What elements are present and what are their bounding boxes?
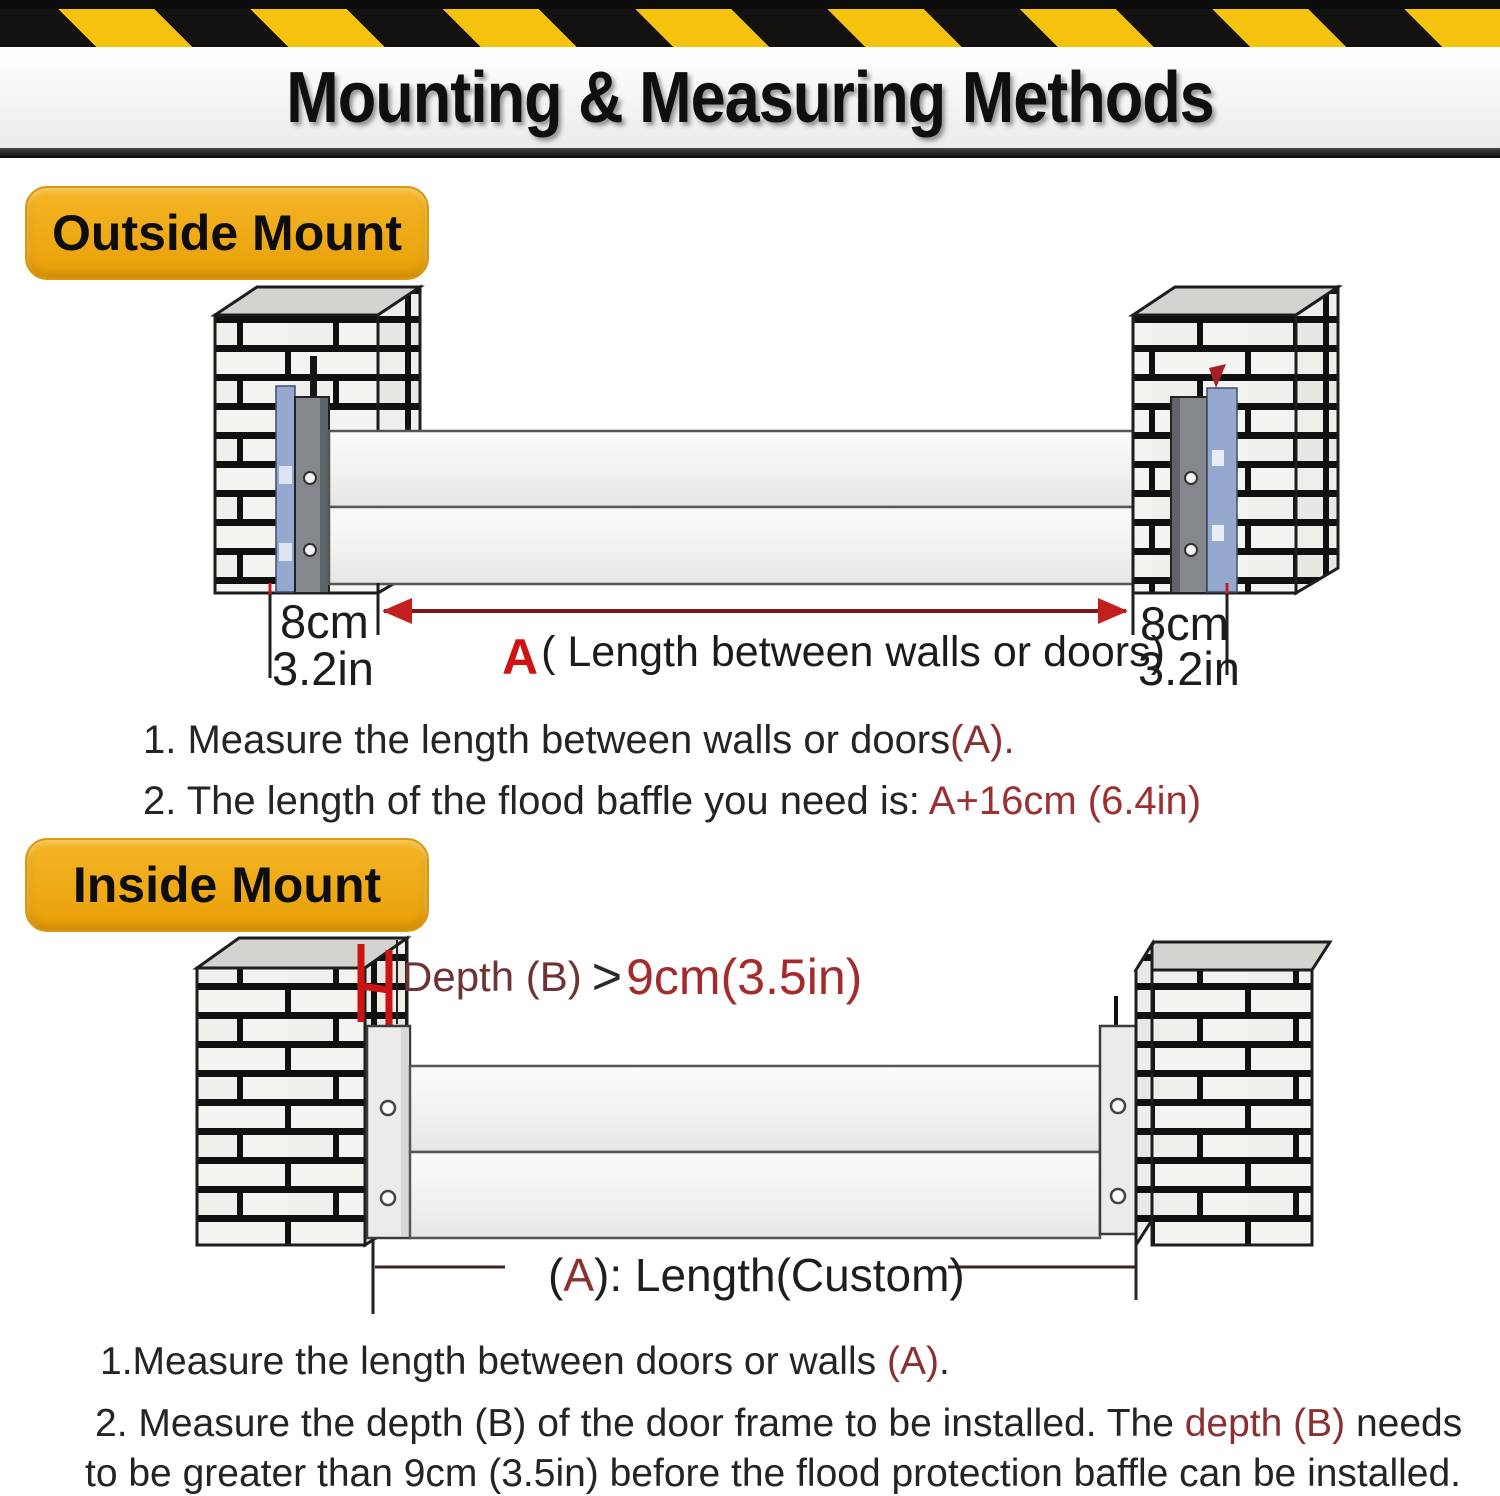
outside-mount-badge-label: Outside Mount <box>52 205 402 261</box>
inside-right-brick-pillar <box>1136 942 1330 1245</box>
inside-step-2-line2 <box>85 1452 1500 1496</box>
span-a-label <box>502 628 1165 686</box>
inside-span-open: ( <box>548 1249 564 1301</box>
depth-label-text: Depth (B) <box>402 953 582 1000</box>
outside-step-1-highlight: (A). <box>950 718 1015 762</box>
inside-step-2-text: 2. Measure the depth (B) of the door frame to be installed. The <box>95 1402 1185 1445</box>
inside-step-2-line1 <box>95 1402 1500 1446</box>
inside-mount-steps <box>0 1340 1500 1496</box>
outside-step-1-text: 1. Measure the length between walls or doors <box>143 718 951 762</box>
inside-mount-badge-label: Inside Mount <box>72 857 382 913</box>
inside-span-letter: A <box>563 1249 595 1301</box>
right-offset-in-label: 3.2in <box>1138 642 1240 695</box>
inside-left-bracket <box>367 1026 410 1238</box>
arrowhead-left-icon <box>382 598 412 624</box>
arrowhead-right-icon <box>1098 598 1128 624</box>
outside-step-2 <box>143 779 1201 824</box>
outside-mount-steps <box>143 718 1201 824</box>
span-a-text: ( Length between walls or doors) <box>541 628 1165 676</box>
greater-than-sign: > <box>591 948 623 1006</box>
left-offset-in-label: 3.2in <box>272 642 374 695</box>
inside-right-bracket <box>1100 996 1136 1234</box>
inside-span-a-label <box>548 1248 965 1302</box>
right-offset-cm-label: 8cm <box>1140 597 1229 650</box>
inside-step-2-highlight: depth (B) <box>1184 1402 1346 1445</box>
right-seal-strip <box>1207 364 1237 592</box>
inside-step-2-suffix: needs <box>1345 1402 1463 1445</box>
depth-requirement-label <box>402 948 862 1006</box>
flood-barrier-panel <box>329 431 1171 584</box>
inside-flood-barrier-panel <box>410 1066 1100 1238</box>
title-band <box>0 47 1500 148</box>
inside-step-1-text: 1.Measure the length between doors or walls <box>100 1340 887 1383</box>
outside-step-2-highlight: A+16cm (6.4in) <box>928 779 1202 823</box>
inside-step-1-highlight: (A) <box>886 1340 939 1383</box>
header-bottom-bar <box>0 148 1500 158</box>
left-offset-cm-label: 8cm <box>280 595 369 648</box>
outside-step-1 <box>143 718 1201 763</box>
left-seal-strip <box>276 386 295 592</box>
span-a-letter: A <box>502 629 539 685</box>
depth-value-text: 9cm(3.5in) <box>626 949 863 1005</box>
page-title: Mounting & Measuring Methods <box>286 57 1214 138</box>
inside-step-1-suffix: . <box>938 1340 950 1383</box>
inside-step-2-line2-text: to be greater than 9cm (3.5in) before the flood protection baffle can be installed. <box>85 1452 1461 1495</box>
inside-mount-badge <box>25 838 429 932</box>
right-mounting-bracket <box>1171 397 1207 593</box>
inside-step-1 <box>100 1340 1500 1384</box>
outside-step-2-text: 2. The length of the flood baffle you need is: <box>143 779 929 823</box>
hazard-stripe-banner <box>0 9 1500 47</box>
header-top-bar <box>0 0 1500 9</box>
outside-mount-badge <box>25 186 429 280</box>
inside-span-text: ): Length(Custom) <box>594 1249 965 1301</box>
